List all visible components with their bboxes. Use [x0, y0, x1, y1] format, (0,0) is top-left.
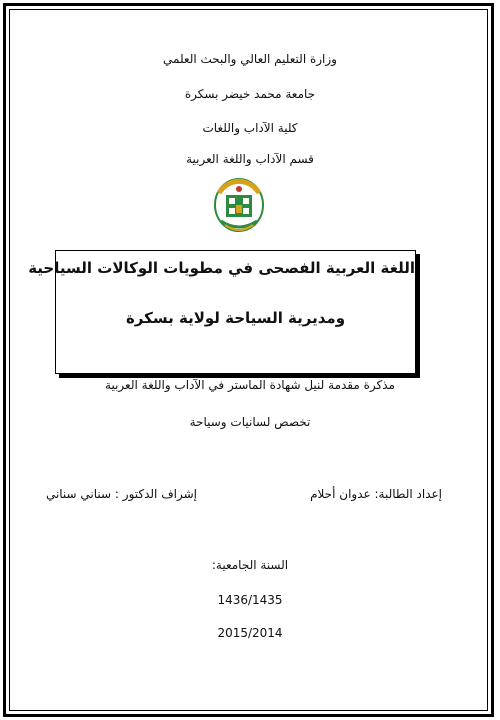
department-name: قسم الآداب واللغة العربية — [186, 152, 314, 166]
specialty: تخصص لسانيات وسياحة — [189, 415, 311, 429]
academic-year-gregorian: 2015/2014 — [217, 626, 283, 640]
university-name: جامعة محمد خيضر بسكرة — [184, 87, 316, 101]
thesis-title-line-2: ومديرية السياحة لولاية بسكرة — [125, 309, 346, 327]
ministry-name: وزارة التعليم العالي والبحث العلمي — [163, 52, 337, 66]
supervisor-name: إشراف الدكتور : سناني سناني — [45, 487, 197, 501]
thesis-title-line-1: اللغة العربية الفصحى في مطويات الوكالات السياحية — [28, 259, 415, 277]
academic-year-label: السنة الجامعية: — [211, 558, 289, 572]
university-seal-icon — [211, 175, 267, 243]
thesis-description: مذكرة مقدمة لنيل شهادة الماستر في الآداب واللغة العربية — [105, 378, 395, 392]
faculty-name: كلية الآداب واللغات — [202, 121, 298, 135]
student-name: إعداد الطالبة: عدوان أحلام — [310, 487, 442, 501]
thesis-title-box — [28, 250, 416, 374]
academic-year-hijri: 1436/1435 — [217, 593, 283, 607]
